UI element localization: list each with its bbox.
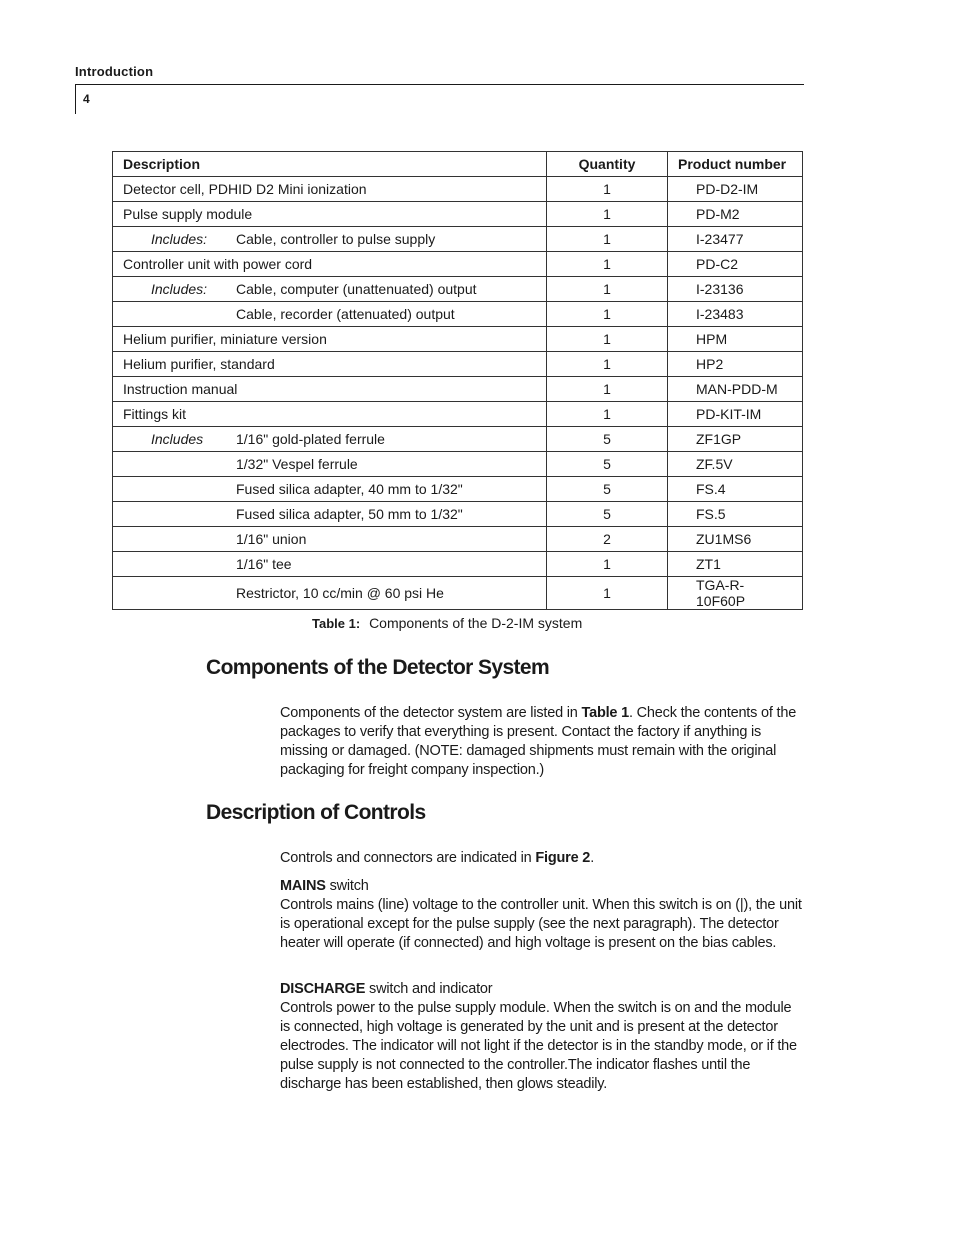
cell-quantity: 1	[547, 577, 668, 610]
table-row	[113, 452, 803, 477]
cell-quantity: 2	[547, 527, 668, 552]
cell-product-number: I-23136	[668, 277, 803, 302]
intro-text-end: .	[590, 850, 595, 866]
includes-label: Includes	[151, 431, 204, 447]
cell-product-number: PD-D2-IM	[668, 177, 803, 202]
mains-label-suffix: switch	[325, 878, 369, 894]
header-description: Description	[113, 152, 547, 177]
cell-product-number: TGA-R-10F60P	[668, 577, 803, 610]
description-text: Detector cell, PDHID D2 Mini ionization	[123, 181, 367, 197]
cell-product-number: FS.4	[668, 477, 803, 502]
mains-label: MAINS	[280, 878, 326, 894]
cell-description	[113, 577, 547, 610]
mains-switch-block	[280, 877, 804, 953]
table-row	[113, 252, 803, 277]
table-row	[113, 302, 803, 327]
includes-label: Includes:	[151, 281, 208, 297]
cell-product-number: ZT1	[668, 552, 803, 577]
description-text: Cable, computer (unattenuated) output	[236, 281, 477, 297]
cell-quantity: 5	[547, 477, 668, 502]
running-header: Introduction	[75, 64, 154, 79]
cell-quantity: 1	[547, 252, 668, 277]
description-text: Pulse supply module	[123, 206, 253, 222]
discharge-description: Controls power to the pulse supply module. When the switch is on and the module is connected, high voltage is generated by the unit and is present at the detector electrodes. The indicator will not light if the detector is in the standby mode, or if the pulse supply is not connected to the controller.The indicator flashes until the discharge has been established, then glows steadily.	[280, 1000, 797, 1092]
cell-quantity: 1	[547, 202, 668, 227]
includes-label: Includes:	[151, 231, 208, 247]
description-text: 1/32" Vespel ferrule	[236, 456, 358, 472]
controls-intro	[280, 849, 804, 868]
description-text: Fused silica adapter, 50 mm to 1/32"	[236, 506, 463, 522]
cell-quantity: 1	[547, 402, 668, 427]
table-body	[113, 177, 803, 610]
section-heading-components: Components of the Detector System	[206, 656, 550, 679]
table-row	[113, 327, 803, 352]
p1-text-end: . Check the contents of the packages to verify that everything is present. Contact the factory if anything is missing or damaged. (NOTE: damaged shipments must remain with the original packaging for freight company inspection.)	[280, 705, 797, 778]
table-caption	[312, 615, 582, 631]
cell-quantity: 1	[547, 352, 668, 377]
cell-quantity: 1	[547, 377, 668, 402]
cell-description	[113, 227, 547, 252]
page-number: 4	[83, 92, 90, 106]
cell-product-number: I-23477	[668, 227, 803, 252]
table-row	[113, 277, 803, 302]
p1-text-start: Components of the detector system are listed in	[280, 705, 582, 721]
cell-description	[113, 377, 547, 402]
discharge-label-suffix: switch and indicator	[365, 981, 493, 997]
cell-description	[113, 452, 547, 477]
cell-quantity: 1	[547, 327, 668, 352]
cell-product-number: PD-M2	[668, 202, 803, 227]
cell-description	[113, 502, 547, 527]
cell-description	[113, 402, 547, 427]
cell-product-number: PD-C2	[668, 252, 803, 277]
description-text: Instruction manual	[123, 381, 238, 397]
discharge-switch-block	[280, 980, 804, 1094]
caption-text: Components of the D-2-IM system	[369, 615, 583, 631]
cell-description	[113, 552, 547, 577]
header-rule	[75, 84, 804, 85]
cell-quantity: 5	[547, 502, 668, 527]
cell-description	[113, 302, 547, 327]
cell-quantity: 1	[547, 302, 668, 327]
cell-product-number: HPM	[668, 327, 803, 352]
cell-description	[113, 527, 547, 552]
cell-description	[113, 427, 547, 452]
table-header-row	[113, 152, 803, 177]
description-text: 1/16" gold-plated ferrule	[236, 431, 385, 447]
table-row	[113, 552, 803, 577]
description-text: Restrictor, 10 cc/min @ 60 psi He	[236, 585, 444, 601]
section-heading-controls: Description of Controls	[206, 801, 426, 824]
intro-text-start: Controls and connectors are indicated in	[280, 850, 536, 866]
table-row	[113, 427, 803, 452]
cell-description	[113, 327, 547, 352]
table-row	[113, 477, 803, 502]
cell-product-number: FS.5	[668, 502, 803, 527]
mains-description: Controls mains (line) voltage to the controller unit. When this switch is on (|), the unit is operational except for the pulse supply (see the next paragraph). The detector heater will operate (if connected) and high voltage is present on the bias cables.	[280, 897, 802, 951]
cell-product-number: PD-KIT-IM	[668, 402, 803, 427]
figure-reference: Figure 2	[535, 850, 591, 866]
cell-description	[113, 352, 547, 377]
cell-product-number: ZF1GP	[668, 427, 803, 452]
description-text: 1/16" union	[236, 531, 307, 547]
description-text: Cable, recorder (attenuated) output	[236, 306, 455, 322]
description-text: Helium purifier, miniature version	[123, 331, 327, 347]
header-product-number: Product number	[668, 152, 803, 177]
discharge-label: DISCHARGE	[280, 981, 366, 997]
cell-quantity: 5	[547, 427, 668, 452]
table-row	[113, 177, 803, 202]
description-text: Fittings kit	[123, 406, 187, 422]
table-row	[113, 352, 803, 377]
components-paragraph	[280, 704, 804, 780]
table-reference: Table 1	[581, 705, 629, 721]
components-table	[112, 151, 803, 610]
table-row	[113, 227, 803, 252]
cell-product-number: MAN-PDD-M	[668, 377, 803, 402]
table-row	[113, 527, 803, 552]
table-row	[113, 377, 803, 402]
header-vertical-rule	[75, 84, 76, 114]
cell-description	[113, 477, 547, 502]
cell-product-number: ZU1MS6	[668, 527, 803, 552]
description-text: Helium purifier, standard	[123, 356, 275, 372]
cell-quantity: 1	[547, 227, 668, 252]
cell-product-number: I-23483	[668, 302, 803, 327]
cell-quantity: 1	[547, 177, 668, 202]
description-text: 1/16" tee	[236, 556, 292, 572]
description-text: Controller unit with power cord	[123, 256, 313, 272]
cell-description	[113, 252, 547, 277]
table-row	[113, 577, 803, 610]
cell-product-number: HP2	[668, 352, 803, 377]
description-text: Cable, controller to pulse supply	[236, 231, 436, 247]
cell-description	[113, 202, 547, 227]
caption-label: Table 1:	[312, 616, 361, 631]
cell-description	[113, 177, 547, 202]
description-text: Fused silica adapter, 40 mm to 1/32"	[236, 481, 463, 497]
table-row	[113, 402, 803, 427]
cell-product-number: ZF.5V	[668, 452, 803, 477]
cell-quantity: 5	[547, 452, 668, 477]
table-row	[113, 202, 803, 227]
cell-quantity: 1	[547, 277, 668, 302]
header-quantity: Quantity	[547, 152, 668, 177]
table-row	[113, 502, 803, 527]
cell-description	[113, 277, 547, 302]
cell-quantity: 1	[547, 552, 668, 577]
